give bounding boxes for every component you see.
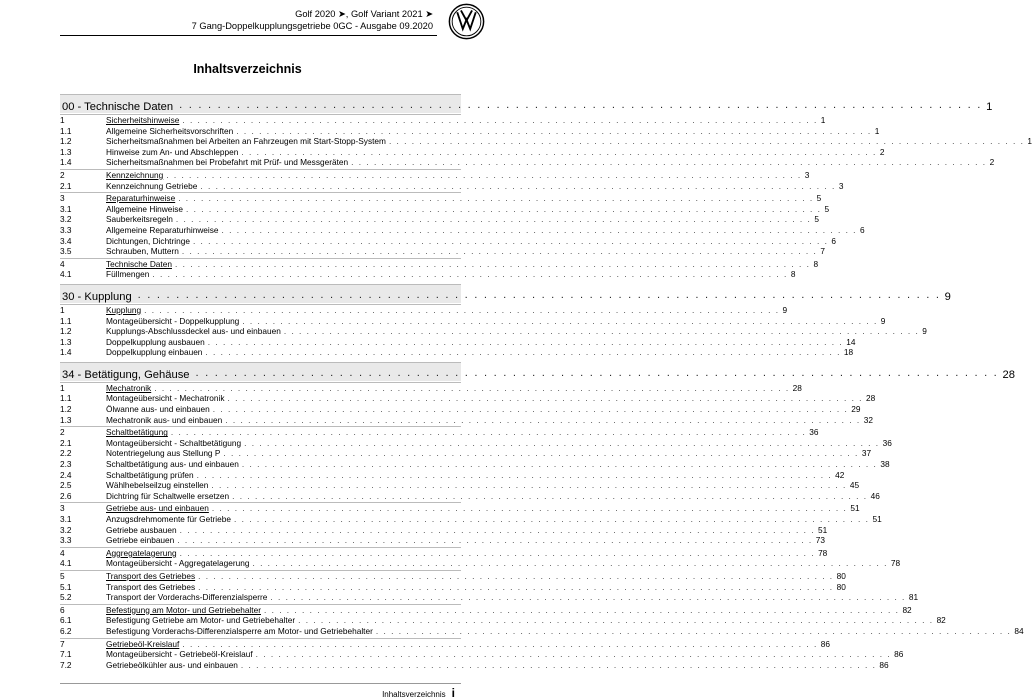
entry-page: 32 <box>863 414 873 425</box>
leader-dots: . . . . . . . . . . . . . . . . . . . . . . . . . . . . . . . . . . . . . . . . . . . . . . . . . . . . . . . . . . . . . . . . . . . . . . . . . . . . . . . . . . . . <box>181 246 818 257</box>
leader-dots: . . . . . . . . . . . . . . . . . . . . . . . . . . . . . . . . . . . . . . . . . . . . . . . . . . . . . . . . . . . . . . . . . . . . . . . . . . . . . . . . . . . . <box>227 393 863 404</box>
leader-dots: . . . . . . . . . . . . . . . . . . . . . . . . . . . . . . . . . . . . . . . . . . . . . . . . . . . . . . . . . . . . . . . . . . . . . . . . . . . . . . . . . . . . <box>221 224 857 235</box>
entry-page: 51 <box>818 524 828 535</box>
entry-title: Hinweise zum An- und Abschleppen <box>106 146 239 157</box>
leader-dots: . . . . . . . . . . . . . . . . . . . . . . . . . . . . . . . . . . . . . . . . . . . . . . . . . . . . . . . . . . . . . . . . . . . . . . . . . . . . . . . . . . . . <box>242 315 878 326</box>
entry-title: Anzugsdrehmomente für Getriebe <box>106 514 231 524</box>
toc-subsection[interactable] <box>60 437 892 449</box>
entry-number: 2.5 <box>60 480 72 491</box>
chapter-title: 30 - Kupplung <box>62 290 132 303</box>
toc-subsection[interactable] <box>60 469 845 481</box>
leader-dots: . . . . . . . . . . . . . . . . . . . . . . . . . . . . . . . . . . . . . . . . . . . . . . . . . . . . . . . . . . . . . . . . . . . . . . . . . . . . . . . . . . . . <box>298 615 934 626</box>
leader-dots: . . . . . . . . . . . . . . . . . . . . . . . . . . . . . . . . . . . . . . . . . . . . . . . . . . . . . . . . . . . . . . . . . . . . . . . . . . . . . . . . . . . . <box>211 480 847 491</box>
entry-title: Montageübersicht - Aggregatelagerung <box>106 558 250 569</box>
entry-title: Allgemeine Reparaturhinweise <box>106 224 219 235</box>
toc-subsection[interactable] <box>60 157 995 168</box>
entry-number: 2.4 <box>60 469 72 480</box>
entry-title: Schaltbetätigung prüfen <box>106 469 194 480</box>
toc-subsection[interactable] <box>60 459 890 470</box>
toc-section[interactable] <box>60 258 819 270</box>
entry-title: Füllmengen <box>106 269 150 280</box>
toc-subsection[interactable] <box>60 615 946 626</box>
entry-number: 3.3 <box>60 224 72 235</box>
leader-dots: . . . . . . . . . . . . . . . . . . . . . . . . . . . . . . . . . . . . . . . . . . . . . . . . . . . . . . . . . . . . . . . . . . . . . . . . . . . . . . . . . . . . <box>196 469 833 480</box>
entry-number: 1 <box>60 115 65 125</box>
entry-title: Getriebe ausbauen <box>106 524 177 535</box>
entry-title: Transport des Getriebes <box>106 581 196 592</box>
entry-title: Doppelkupplung einbauen <box>106 347 203 358</box>
entry-title: Ölwanne aus- und einbauen <box>106 404 210 415</box>
entry-title: Sicherheitsmaßnahmen bei Probefahrt mit Prüf- und Messgeräten <box>106 157 349 168</box>
entry-number: 1.4 <box>60 347 72 358</box>
header-rule <box>60 35 437 36</box>
chapter-page: 9 <box>944 290 951 303</box>
entry-title: Transport der Vorderachs-Differenzialsperre <box>106 592 268 603</box>
leader-dots: . . . . . . . . . . . . . . . . . . . . . . . . . . . . . . . . . . . . . . . . . . . . . . . . . . . . . . . . . . . . . . . . . . . . . . . . . . . . . . . . . . . . <box>212 404 849 415</box>
entry-page: 36 <box>882 437 892 448</box>
entry-title: Kupplung <box>106 304 142 315</box>
entry-page: 6 <box>831 235 837 246</box>
entry-number: 1.3 <box>60 414 72 425</box>
toc-section[interactable] <box>60 604 912 616</box>
entry-page: 86 <box>820 638 831 649</box>
entry-number: 5.2 <box>60 592 72 603</box>
entry-number: 2 <box>60 169 65 180</box>
leader-dots: . . . . . . . . . . . . . . . . . . . . . . . . . . . . . . . . . . . . . . . . . . . . . . . . . . . . . . . . . . . . . . . . . . . . . . . . . . . . . . . . . . . . <box>175 214 812 225</box>
entry-title: Dichtungen, Dichtringe <box>106 235 190 246</box>
leader-dots: . . . . . . . . . . . . . . . . . . . . . . . . . . . . . . . . . . . . . . . . . . . . . . . . . . . . . . . . . . . . . . . . . . . . . . . . . . . . . . . . . . . . <box>192 235 829 246</box>
leader-dots: . . . . . . . . . . . . . . . . . . . . . . . . . . . . . . . . . . . . . . . . . . . . . . . . . . . . . . . . . . . . . . . . . . . . . . . . . . . . . . . . . . . . <box>154 382 790 393</box>
entry-number: 1.3 <box>60 146 72 157</box>
leader-dots: . . . . . . . . . . . . . . . . . . . . . . . . . . . . . . . . . . . . . . . . . . . . . . . . . . . . . . . . . . . . . . . . . . . . . . . . . . . . . . . . . . . . <box>223 448 859 459</box>
toc-subsection[interactable] <box>60 336 856 348</box>
leader-dots: . . . . . . . . . . . . . . . . . . . . . . . . . . . . . . . . . . . . . . . . . . . . . . . . . . . . . . . . . . . . . . . . . . . . . . . . . . . . . . . . . . . . <box>137 288 941 301</box>
chapter-title: 00 - Technische Daten <box>62 101 174 113</box>
entry-title: Kennzeichnung <box>106 169 164 180</box>
entry-title: Sicherheitsmaßnahmen bei Arbeiten an Fahrzeugen mit Start-Stopp-System <box>106 136 386 147</box>
entry-page: 51 <box>850 503 860 514</box>
page-title: Inhaltsverzeichnis <box>193 62 302 76</box>
entry-number: 1.2 <box>60 136 72 147</box>
entry-number: 2.3 <box>60 459 72 470</box>
entry-page: 18 <box>843 347 854 358</box>
entry-title: Montageübersicht - Mechatronik <box>106 393 225 404</box>
entry-page: 5 <box>816 193 822 204</box>
entry-title: Befestigung Getriebe am Motor- und Getriebehalter <box>106 615 296 626</box>
entry-page: 2 <box>989 157 995 168</box>
leader-dots: . . . . . . . . . . . . . . . . . . . . . . . . . . . . . . . . . . . . . . . . . . . . . . . . . . . . . . . . . . . . . . . . . . . . . . . . . . . . . . . . . . . . <box>179 547 816 558</box>
entry-title: Befestigung Vorderachs-Differenzialsperre am Motor- und Getriebehalter <box>106 625 373 636</box>
entry-title: Transport des Getriebes <box>106 570 196 581</box>
leader-dots: . . . . . . . . . . . . . . . . . . . . . . . . . . . . . . . . . . . . . . . . . . . . . . . . . . . . . . . . . . . . . . . . . . . . . . . . . . . . . . . . . . . . <box>270 592 906 603</box>
toc-subsection[interactable] <box>60 246 825 257</box>
toc-section[interactable] <box>60 382 802 394</box>
entry-number: 1.1 <box>60 393 72 404</box>
entry-title: Reparaturhinweise <box>106 193 176 204</box>
entry-number: 1.2 <box>60 404 72 415</box>
entry-title: Schrauben, Muttern <box>106 246 179 257</box>
leader-dots: . . . . . . . . . . . . . . . . . . . . . . . . . . . . . . . . . . . . . . . . . . . . . . . . . . . . . . . . . . . . . . . . . . . . . . . . . . . . . . . . . . . . <box>174 258 811 269</box>
entry-number: 1.2 <box>60 326 72 337</box>
toc-subsection[interactable] <box>60 558 901 569</box>
footer-page-number: i <box>451 686 455 700</box>
toc-chapter[interactable] <box>60 362 1015 381</box>
toc-section[interactable] <box>60 169 810 181</box>
entry-page: 38 <box>880 459 890 470</box>
footer-rule <box>60 683 461 684</box>
entry-page: 73 <box>815 535 825 546</box>
toc-subsection[interactable] <box>60 326 927 337</box>
entry-number: 5 <box>60 570 65 581</box>
entry-page: 81 <box>908 592 919 603</box>
leader-dots: . . . . . . . . . . . . . . . . . . . . . . . . . . . . . . . . . . . . . . . . . . . . . . . . . . . . . . . . . . . . . . . . . . . . . . . . . . . . . . . . . . . . <box>240 659 877 670</box>
entry-page: 82 <box>936 615 946 626</box>
entry-number: 2 <box>60 427 65 438</box>
entry-number: 3.1 <box>60 203 72 214</box>
entry-title: Allgemeine Sicherheitsvorschriften <box>106 125 234 136</box>
entry-number: 6 <box>60 604 65 615</box>
entry-title: Montageübersicht - Getriebeöl-Kreislauf <box>106 649 253 660</box>
entry-title: Notentriegelung aus Stellung P <box>106 448 221 459</box>
entry-title: Mechatronik aus- und einbauen <box>106 414 223 425</box>
toc-subsection[interactable] <box>60 125 880 137</box>
leader-dots: . . . . . . . . . . . . . . . . . . . . . . . . . . . . . . . . . . . . . . . . . . . . . . . . . . . . . . . . . . . . . . . . . . . . . . . . . . . . . . . . . . . . <box>182 115 818 125</box>
toc-subsection[interactable] <box>60 224 865 236</box>
toc-subsection[interactable] <box>60 514 882 525</box>
table-of-contents <box>60 94 1033 670</box>
entry-page: 2 <box>879 146 885 157</box>
entry-page: 80 <box>836 570 846 581</box>
entry-title: Sauberkeitsregeln <box>106 214 173 225</box>
toc-subsection[interactable] <box>60 592 919 603</box>
entry-number: 1.1 <box>60 315 72 326</box>
entry-page: 3 <box>838 180 844 191</box>
toc-subsection[interactable] <box>60 136 1033 147</box>
header-transmission: 7 Gang-Doppelkupplungsgetriebe 0GC - Ausgabe 09.2020 <box>191 21 433 31</box>
entry-number: 5.1 <box>60 581 72 592</box>
leader-dots: . . . . . . . . . . . . . . . . . . . . . . . . . . . . . . . . . . . . . . . . . . . . . . . . . . . . . . . . . . . . . . . . . . . . . . . . . . . . . . . . . . . . <box>388 136 1025 147</box>
entry-title: Getriebe einbauen <box>106 535 175 546</box>
toc-subsection[interactable] <box>60 146 885 158</box>
entry-page: 86 <box>879 659 889 670</box>
footer-label: Inhaltsverzeichnis <box>382 690 446 699</box>
leader-dots: . . . . . . . . . . . . . . . . . . . . . . . . . . . . . . . . . . . . . . . . . . . . . . . . . . . . . . . . . . . . . . . . . . . . . . . . . . . . . . . . . . . . <box>236 125 872 136</box>
chapter-page: 1 <box>986 101 993 113</box>
entry-page: 5 <box>814 214 819 225</box>
vw-logo-icon <box>448 3 485 40</box>
leader-dots: . . . . . . . . . . . . . . . . . . . . . . . . . . . . . . . . . . . . . . . . . . . . . . . . . . . . . . . . . . . . . . . . . . . . . . . . . . . . . . . . . . . . <box>152 269 788 280</box>
entry-page: 28 <box>866 393 876 404</box>
entry-page: 46 <box>870 490 880 501</box>
leader-dots: . . . . . . . . . . . . . . . . . . . . . . . . . . . . . . . . . . . . . . . . . . . . . . . . . . . . . . . . . . . . . . . . . . . . . . . . . . . . . . . . . . . . <box>166 169 802 180</box>
entry-page: 36 <box>809 427 819 438</box>
leader-dots: . . . . . . . . . . . . . . . . . . . . . . . . . . . . . . . . . . . . . . . . . . . . . . . . . . . . . . . . . . . . . . . . . . . . . . . . . . . . . . . . . . . . <box>177 535 813 546</box>
entry-title: Schaltbetätigung aus- und einbauen <box>106 459 239 470</box>
toc-subsection[interactable] <box>60 490 880 502</box>
entry-page: 6 <box>860 224 865 235</box>
entry-title: Montageübersicht - Doppelkupplung <box>106 315 240 326</box>
entry-number: 7.1 <box>60 649 72 660</box>
entry-title: Befestigung am Motor- und Getriebehalter <box>106 604 261 615</box>
entry-number: 4.1 <box>60 558 72 569</box>
entry-number: 3 <box>60 503 65 514</box>
entry-number: 3 <box>60 193 65 204</box>
entry-title: Getriebe aus- und einbauen <box>106 503 209 514</box>
entry-number: 7 <box>60 638 65 649</box>
entry-title: Kennzeichnung Getriebe <box>106 180 198 191</box>
toc-section[interactable] <box>60 502 860 514</box>
entry-number: 2.1 <box>60 180 72 191</box>
toc-subsection[interactable] <box>60 535 825 546</box>
entry-page: 1 <box>820 115 826 125</box>
entry-page: 80 <box>836 581 846 592</box>
leader-dots: . . . . . . . . . . . . . . . . . . . . . . . . . . . . . . . . . . . . . . . . . . . . . . . . . . . . . . . . . . . . . . . . . . . . . . . . . . . . . . . . . . . . <box>233 514 870 524</box>
entry-page: 9 <box>922 326 927 337</box>
entry-page: 8 <box>813 258 819 269</box>
entry-title: Kupplungs-Abschlussdeckel aus- und einbauen <box>106 326 281 337</box>
entry-page: 86 <box>894 649 904 660</box>
entry-number: 1.4 <box>60 157 72 168</box>
entry-number: 3.2 <box>60 524 72 535</box>
entry-number: 4 <box>60 547 65 558</box>
entry-title: Doppelkupplung ausbauen <box>106 336 205 347</box>
toc-subsection[interactable] <box>60 414 873 426</box>
leader-dots: . . . . . . . . . . . . . . . . . . . . . . . . . . . . . . . . . . . . . . . . . . . . . . . . . . . . . . . . . . . . . . . . . . . . . . . . . . . . . . . . . . . . <box>211 503 848 514</box>
entry-page: 9 <box>782 304 788 315</box>
toc-subsection[interactable] <box>60 649 904 660</box>
entry-number: 3.5 <box>60 246 72 257</box>
entry-page: 8 <box>790 269 796 280</box>
leader-dots: . . . . . . . . . . . . . . . . . . . . . . . . . . . . . . . . . . . . . . . . . . . . . . . . . . . . . . . . . . . . . . . . . . . . . . . . . . . . . . . . . . . . <box>263 604 900 615</box>
leader-dots: . . . . . . . . . . . . . . . . . . . . . . . . . . . . . . . . . . . . . . . . . . . . . . . . . . . . . . . . . . . . . . . . . . . . . . . . . . . . . . . . . . . . <box>179 524 816 535</box>
toc-subsection[interactable] <box>60 269 796 280</box>
toc-subsection[interactable] <box>60 404 861 415</box>
toc-subsection[interactable] <box>60 480 860 491</box>
entry-number: 4.1 <box>60 269 72 280</box>
entry-title: Schaltbetätigung <box>106 427 168 438</box>
entry-page: 78 <box>890 558 901 569</box>
entry-title: Sicherheitshinweise <box>106 115 180 125</box>
entry-page: 37 <box>861 448 872 459</box>
leader-dots: . . . . . . . . . . . . . . . . . . . . . . . . . . . . . . . . . . . . . . . . . . . . . . . . . . . . . . . . . . . . . . . . . . . . . . . . . . . . . . . . . . . . <box>241 146 877 157</box>
toc-subsection[interactable] <box>60 235 837 247</box>
leader-dots: . . . . . . . . . . . . . . . . . . . . . . . . . . . . . . . . . . . . . . . . . . . . . . . . . . . . . . . . . . . . . . . . . . . . . . . . . . . . . . . . . . . . <box>255 649 892 660</box>
toc-subsection[interactable] <box>60 581 846 593</box>
toc-subsection[interactable] <box>60 659 889 671</box>
entry-number: 3.1 <box>60 514 72 524</box>
entry-number: 1 <box>60 304 65 315</box>
page-footer <box>382 686 455 700</box>
leader-dots: . . . . . . . . . . . . . . . . . . . . . . . . . . . . . . . . . . . . . . . . . . . . . . . . . . . . . . . . . . . . . . . . . . . . . . . . . . . . . . . . . . . . <box>244 437 880 448</box>
entry-number: 2.1 <box>60 437 72 448</box>
entry-page: 42 <box>835 469 845 480</box>
entry-number: 3.3 <box>60 535 72 546</box>
entry-page: 1 <box>874 125 880 136</box>
entry-page: 29 <box>851 404 861 415</box>
entry-page: 14 <box>846 336 856 347</box>
entry-page: 1 <box>1027 136 1033 147</box>
toc-chapter[interactable] <box>60 94 993 113</box>
leader-dots: . . . . . . . . . . . . . . . . . . . . . . . . . . . . . . . . . . . . . . . . . . . . . . . . . . . . . . . . . . . . . . . . . . . . . . . . . . . . . . . . . . . . <box>200 180 836 191</box>
entry-page: 84 <box>1014 625 1024 636</box>
toc-section[interactable] <box>60 638 831 650</box>
entry-number: 3.4 <box>60 235 72 246</box>
entry-page: 7 <box>820 246 825 257</box>
entry-number: 6.2 <box>60 625 72 636</box>
toc-section[interactable] <box>60 304 788 316</box>
entry-title: Allgemeine Hinweise <box>106 203 184 214</box>
toc-subsection[interactable] <box>60 524 828 536</box>
leader-dots: . . . . . . . . . . . . . . . . . . . . . . . . . . . . . . . . . . . . . . . . . . . . . . . . . . . . . . . . . . . . . . . . . . . . . . . . . . . . . . . . . . . . <box>198 581 834 592</box>
toc-subsection[interactable] <box>60 393 876 404</box>
entry-page: 51 <box>872 514 882 524</box>
leader-dots: . . . . . . . . . . . . . . . . . . . . . . . . . . . . . . . . . . . . . . . . . . . . . . . . . . . . . . . . . . . . . . . . . . . . . . . . . . . . . . . . . . . . <box>241 459 878 470</box>
leader-dots: . . . . . . . . . . . . . . . . . . . . . . . . . . . . . . . . . . . . . . . . . . . . . . . . . . . . . . . . . . . . . . . . . . . . . . . . . . . . . . . . . . . . <box>232 490 868 501</box>
entry-number: 1 <box>60 382 65 393</box>
leader-dots: . . . . . . . . . . . . . . . . . . . . . . . . . . . . . . . . . . . . . . . . . . . . . . . . . . . . . . . . . . . . . . . . . . . . . . . . . . . . . . . . . . . . <box>198 570 834 581</box>
toc-subsection[interactable] <box>60 448 872 459</box>
leader-dots: . . . . . . . . . . . . . . . . . . . . . . . . . . . . . . . . . . . . . . . . . . . . . . . . . . . . . . . . . . . . . . . . . . . . . . . . . . . . . . . . . . . . <box>207 336 844 347</box>
entry-page: 82 <box>902 604 912 615</box>
toc-section[interactable] <box>60 192 822 204</box>
leader-dots: . . . . . . . . . . . . . . . . . . . . . . . . . . . . . . . . . . . . . . . . . . . . . . . . . . . . . . . . . . . . . . . . . . . . . . . . . . . . . . . . . . . . <box>205 347 841 358</box>
leader-dots: . . . . . . . . . . . . . . . . . . . . . . . . . . . . . . . . . . . . . . . . . . . . . . . . . . . . . . . . . . . . . . . . . . . . . . . . . . . . . . . . . . . . <box>195 366 999 379</box>
entry-title: Dichtring für Schaltwelle ersetzen <box>106 490 230 501</box>
entry-number: 1.1 <box>60 125 72 136</box>
entry-page: 3 <box>804 169 810 180</box>
leader-dots: . . . . . . . . . . . . . . . . . . . . . . . . . . . . . . . . . . . . . . . . . . . . . . . . . . . . . . . . . . . . . . . . . . . . . . . . . . . . . . . . . . . . <box>179 99 983 111</box>
toc-section[interactable] <box>60 426 819 438</box>
leader-dots: . . . . . . . . . . . . . . . . . . . . . . . . . . . . . . . . . . . . . . . . . . . . . . . . . . . . . . . . . . . . . . . . . . . . . . . . . . . . . . . . . . . . <box>170 427 807 438</box>
chapter-title: 34 - Betätigung, Gehäuse <box>62 368 190 381</box>
entry-title: Getriebeölkühler aus- und einbauen <box>106 659 238 670</box>
toc-subsection[interactable] <box>60 203 830 215</box>
leader-dots: . . . . . . . . . . . . . . . . . . . . . . . . . . . . . . . . . . . . . . . . . . . . . . . . . . . . . . . . . . . . . . . . . . . . . . . . . . . . . . . . . . . . <box>283 326 920 337</box>
toc-section[interactable] <box>60 547 828 559</box>
toc-section[interactable] <box>60 570 846 582</box>
entry-number: 2.6 <box>60 490 72 501</box>
entry-title: Aggregatelagerung <box>106 547 177 558</box>
toc-section[interactable] <box>60 114 826 126</box>
leader-dots: . . . . . . . . . . . . . . . . . . . . . . . . . . . . . . . . . . . . . . . . . . . . . . . . . . . . . . . . . . . . . . . . . . . . . . . . . . . . . . . . . . . . <box>178 193 814 204</box>
entry-page: 5 <box>824 203 830 214</box>
entry-page: 45 <box>849 480 860 491</box>
toc-subsection[interactable] <box>60 625 1024 637</box>
entry-page: 9 <box>880 315 886 326</box>
entry-number: 7.2 <box>60 659 72 670</box>
toc-subsection[interactable] <box>60 214 819 225</box>
leader-dots: . . . . . . . . . . . . . . . . . . . . . . . . . . . . . . . . . . . . . . . . . . . . . . . . . . . . . . . . . . . . . . . . . . . . . . . . . . . . . . . . . . . . <box>144 304 780 315</box>
entry-number: 1.3 <box>60 336 72 347</box>
leader-dots: . . . . . . . . . . . . . . . . . . . . . . . . . . . . . . . . . . . . . . . . . . . . . . . . . . . . . . . . . . . . . . . . . . . . . . . . . . . . . . . . . . . . <box>225 414 861 425</box>
toc-subsection[interactable] <box>60 347 854 358</box>
chapter-page: 28 <box>1002 368 1015 381</box>
entry-number: 4 <box>60 258 65 269</box>
leader-dots: . . . . . . . . . . . . . . . . . . . . . . . . . . . . . . . . . . . . . . . . . . . . . . . . . . . . . . . . . . . . . . . . . . . . . . . . . . . . . . . . . . . . <box>351 157 987 168</box>
entry-title: Wählhebelseilzug einstellen <box>106 480 209 491</box>
entry-title: Getriebeöl-Kreislauf <box>106 638 180 649</box>
entry-page: 78 <box>818 547 828 558</box>
entry-title: Montageübersicht - Schaltbetätigung <box>106 437 242 448</box>
toc-subsection[interactable] <box>60 315 886 327</box>
page-header <box>192 8 433 32</box>
header-models: Golf 2020 ➤, Golf Variant 2021 ➤ <box>295 9 433 19</box>
entry-number: 2.2 <box>60 448 72 459</box>
entry-page: 28 <box>792 382 802 393</box>
entry-number: 6.1 <box>60 615 72 626</box>
leader-dots: . . . . . . . . . . . . . . . . . . . . . . . . . . . . . . . . . . . . . . . . . . . . . . . . . . . . . . . . . . . . . . . . . . . . . . . . . . . . . . . . . . . . <box>182 638 818 649</box>
toc-subsection[interactable] <box>60 180 844 192</box>
entry-number: 3.2 <box>60 214 72 225</box>
entry-title: Technische Daten <box>106 258 172 269</box>
leader-dots: . . . . . . . . . . . . . . . . . . . . . . . . . . . . . . . . . . . . . . . . . . . . . . . . . . . . . . . . . . . . . . . . . . . . . . . . . . . . . . . . . . . . <box>375 625 1012 636</box>
entry-title: Mechatronik <box>106 382 152 393</box>
leader-dots: . . . . . . . . . . . . . . . . . . . . . . . . . . . . . . . . . . . . . . . . . . . . . . . . . . . . . . . . . . . . . . . . . . . . . . . . . . . . . . . . . . . . <box>252 558 888 569</box>
leader-dots: . . . . . . . . . . . . . . . . . . . . . . . . . . . . . . . . . . . . . . . . . . . . . . . . . . . . . . . . . . . . . . . . . . . . . . . . . . . . . . . . . . . . <box>186 203 822 214</box>
toc-chapter[interactable] <box>60 284 951 303</box>
